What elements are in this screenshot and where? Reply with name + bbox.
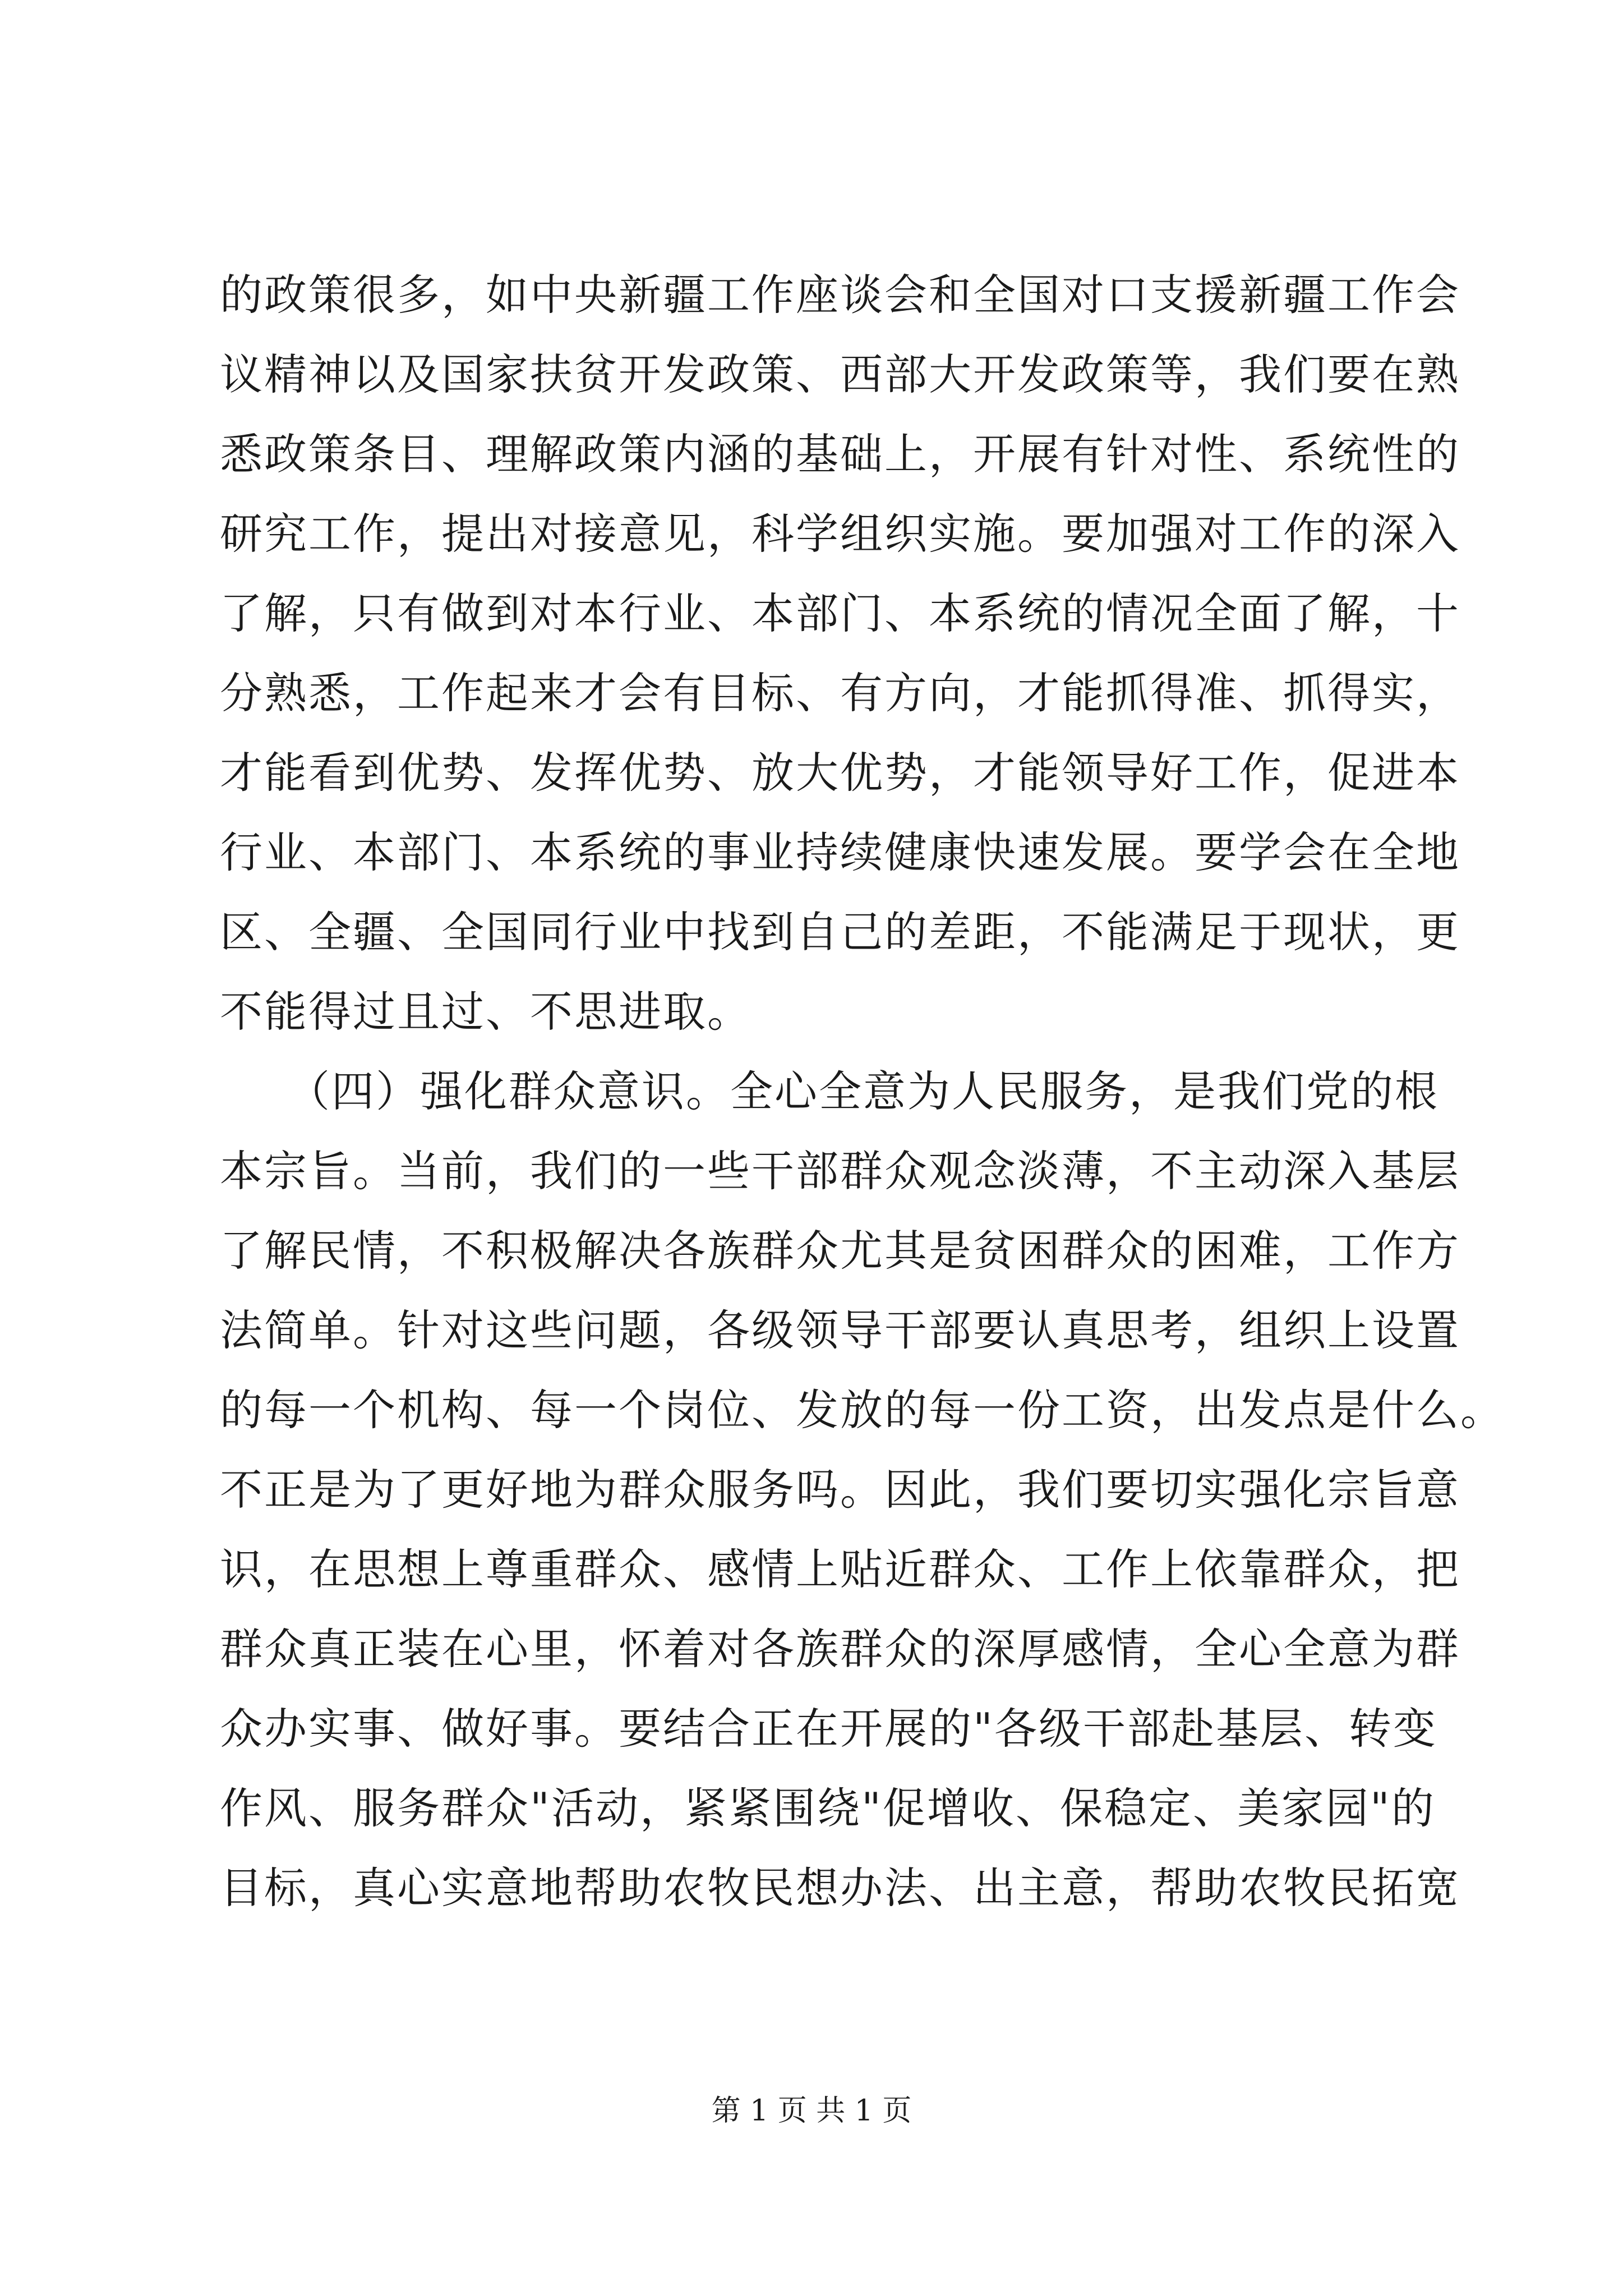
text-line: （四）强化群众意识。全心全意为人民服务，是我们党的根 (220, 1066, 1439, 1116)
text-line: 识，在思想上尊重群众、感情上贴近群众、工作上依靠群众，把 (220, 1544, 1460, 1594)
page-footer (0, 2087, 1623, 2129)
text-line: 才能看到优势、发挥优势、放大优势，才能领导好工作，促进本 (220, 748, 1460, 798)
text-line: 目标，真心实意地帮助农牧民想办法、出主意，帮助农牧民拓宽 (220, 1863, 1460, 1913)
text-line: 行业、本部门、本系统的事业持续健康快速发展。要学会在全地 (220, 827, 1460, 877)
text-line: 议精神以及国家扶贫开发政策、西部大开发政策等，我们要在熟 (220, 349, 1460, 399)
text-line: 悉政策条目、理解政策内涵的基础上，开展有针对性、系统性的 (220, 429, 1460, 479)
text-line: 了解，只有做到对本行业、本部门、本系统的情况全面了解，十 (220, 588, 1460, 638)
text-line: 的政策很多，如中央新疆工作座谈会和全国对口支援新疆工作会 (220, 270, 1460, 320)
text-line: 法简单。针对这些问题，各级领导干部要认真思考，组织上设置 (220, 1305, 1460, 1355)
text-line: 本宗旨。当前，我们的一些干部群众观念淡薄，不主动深入基层 (220, 1146, 1460, 1196)
document-body (220, 255, 1505, 1928)
text-line: 不正是为了更好地为群众服务吗。因此，我们要切实强化宗旨意 (220, 1465, 1460, 1515)
text-line: 作风、服务群众"活动，紧紧围绕"促增收、保稳定、美家园"的 (220, 1783, 1436, 1833)
text-line: 研究工作，提出对接意见，科学组织实施。要加强对工作的深入 (220, 509, 1460, 559)
text-line: 分熟悉，工作起来才会有目标、有方向，才能抓得准、抓得实， (220, 668, 1460, 718)
text-line: 众办实事、做好事。要结合正在开展的"各级干部赴基层、转变 (220, 1704, 1437, 1754)
text-line: 不能得过且过、不思进取。 (220, 987, 751, 1037)
text-line: 的每一个机构、每一个岗位、发放的每一份工资，出发点是什么。 (220, 1385, 1505, 1435)
text-line: 群众真正装在心里，怀着对各族群众的深厚感情，全心全意为群 (220, 1624, 1460, 1674)
text-line: 了解民情，不积极解决各族群众尤其是贫困群众的困难，工作方 (220, 1226, 1460, 1276)
page-number-label: 第 1 页 共 1 页 (711, 2094, 912, 2128)
text-line: 区、全疆、全国同行业中找到自己的差距，不能满足于现状，更 (220, 907, 1460, 957)
